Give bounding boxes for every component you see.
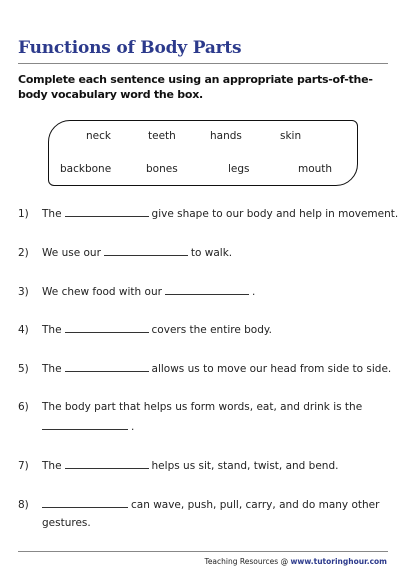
answer-blank[interactable] <box>65 322 149 333</box>
question-7 <box>18 458 338 473</box>
question-6 <box>18 400 362 414</box>
question-4 <box>18 322 272 337</box>
instruction-text: Complete each sentence using an appropriate parts-of-the-body vocabulary word the box. <box>18 73 373 101</box>
answer-blank[interactable] <box>165 284 249 295</box>
worksheet-title: Functions of Body Parts <box>18 38 242 58</box>
question-text: covers the entire body. <box>151 324 272 336</box>
question-number: 2) <box>18 247 29 259</box>
footer-divider <box>18 551 388 552</box>
question-8 <box>18 497 379 512</box>
question-number: 8) <box>18 499 29 511</box>
question-text: gestures. <box>42 517 91 529</box>
question-number: 7) <box>18 460 29 472</box>
word-bank-item: backbone <box>60 163 112 175</box>
question-number: 4) <box>18 324 29 336</box>
answer-blank[interactable] <box>65 458 149 469</box>
answer-blank[interactable] <box>42 497 128 508</box>
question-8-line-2 <box>42 516 91 530</box>
question-text: We use our <box>42 247 101 259</box>
title-divider <box>18 63 388 64</box>
question-number: 6) <box>18 401 29 413</box>
word-bank-item: teeth <box>148 130 176 142</box>
footer-credit <box>205 557 387 566</box>
word-bank-item: skin <box>280 130 302 142</box>
question-text: . <box>251 286 256 298</box>
question-text: The <box>42 324 62 336</box>
answer-blank[interactable] <box>42 419 128 430</box>
question-text: to walk. <box>190 247 233 259</box>
question-text: The body part that helps us form words, eat, and drink is the <box>42 401 363 413</box>
question-text: helps us sit, stand, twist, and bend. <box>151 460 339 472</box>
question-5 <box>18 361 391 376</box>
question-number: 3) <box>18 286 29 298</box>
question-text: We chew food with our <box>42 286 162 298</box>
question-text: The <box>42 363 62 375</box>
question-text: . <box>131 421 135 433</box>
question-text: give shape to our body and help in movement. <box>151 208 399 220</box>
answer-blank[interactable] <box>65 361 149 372</box>
footer-site-link[interactable]: www.tutoringhour.com <box>290 557 387 566</box>
answer-blank[interactable] <box>65 206 149 217</box>
question-2 <box>18 245 232 260</box>
word-bank-item: bones <box>146 163 178 175</box>
answer-blank[interactable] <box>104 245 188 256</box>
question-number: 1) <box>18 208 29 220</box>
question-text: The <box>42 208 62 220</box>
question-number: 5) <box>18 363 29 375</box>
word-bank-item: mouth <box>298 163 333 175</box>
word-bank-item: hands <box>210 130 242 142</box>
word-bank-item: neck <box>86 130 111 142</box>
footer-label: Teaching Resources @ <box>204 557 289 566</box>
word-bank-item: legs <box>228 163 250 175</box>
question-6-line-2 <box>42 419 134 434</box>
question-3 <box>18 284 255 299</box>
question-text: The <box>42 460 62 472</box>
question-text: can wave, push, pull, carry, and do many other <box>131 499 380 511</box>
question-text: allows us to move our head from side to side. <box>151 363 392 375</box>
question-1 <box>18 206 398 221</box>
